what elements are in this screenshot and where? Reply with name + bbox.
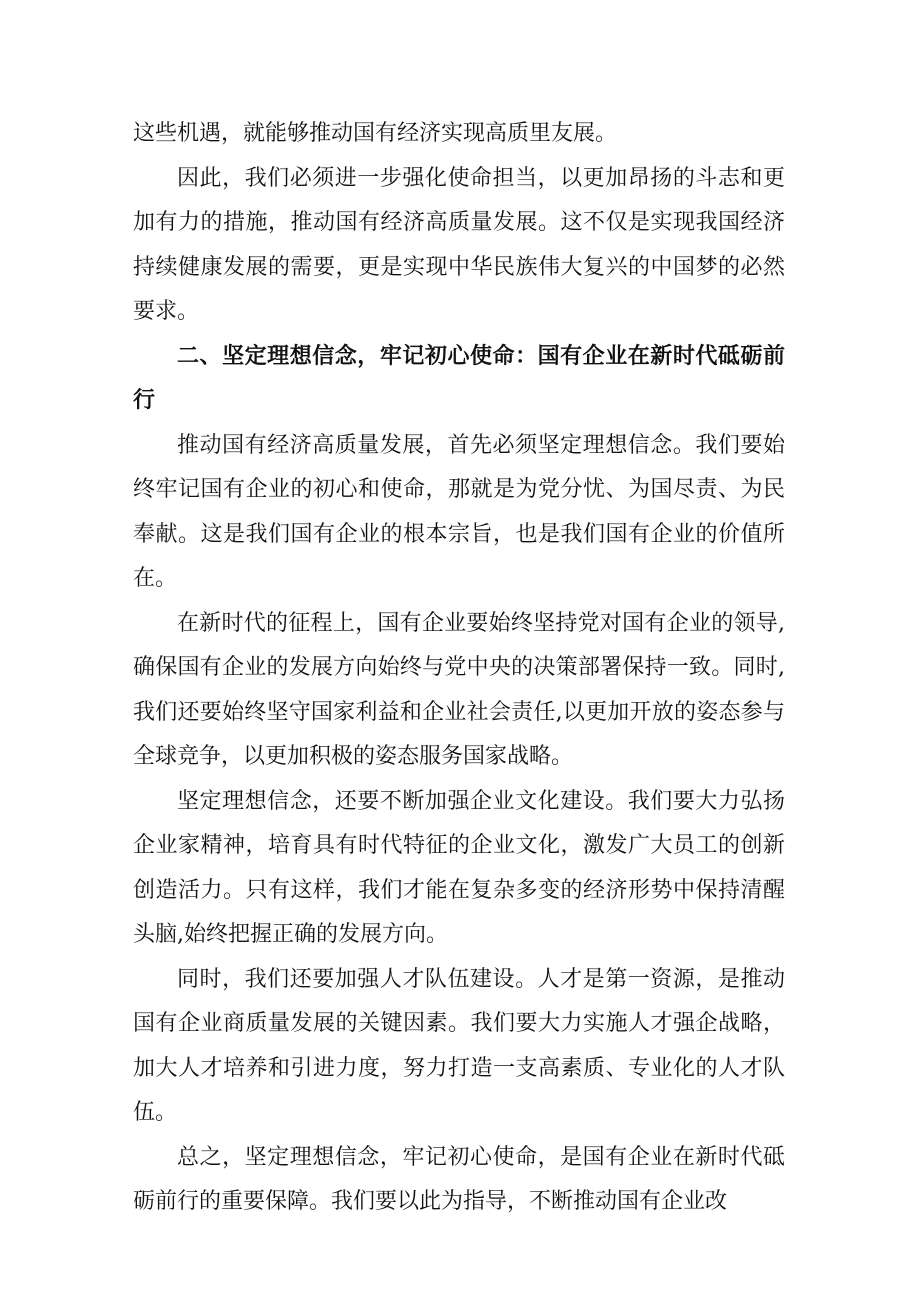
paragraph-corporate-culture: 坚定理想信念，还要不断加强企业文化建设。我们要大力弘扬企业家精神，培育具有时代特征的企业文化，激发广大员工的创新创造活力。只有这样，我们才能在复杂多变的经济形势中保持清醒头脑,始终把握正确的发展方向。 (133, 788, 785, 947)
section-heading: 二、坚定理想信念，牢记初心使命：国有企业在新时代砥砺前行 (133, 343, 785, 413)
paragraph-continuation: 这些机遇，就能够推动国有经济实现高质里友展。 (133, 121, 618, 146)
paragraph-party-leadership: 在新时代的征程上，国有企业要始终坚持党对国有企业的领导,确保国有企业的发展方向始终与党中央的决策部署保持一致。同时,我们还要始终坚守国家利益和企业社会责任,以更加开放的姿态参与全球竞争，以更加积极的姿态服务国家战略。 (133, 610, 785, 769)
paragraph-ideals: 推动国有经济高质量发展，首先必须坚定理想信念。我们要始终牢记国有企业的初心和使命，那就是为党分忧、为国尽责、为民奉献。这是我们国有企业的根本宗旨，也是我们国有企业的价值所在。 (133, 432, 785, 591)
paragraph-conclusion: 因此，我们必须进一步强化使命担当，以更加昂扬的斗志和更加有力的措施，推动国有经济高质量发展。这不仅是实现我国经济持续健康发展的需要，更是实现中华民族伟大复兴的中国梦的必然要求。 (133, 165, 785, 324)
paragraph-summary: 总之，坚定理想信念，牢记初心使命，是国有企业在新时代砥砺前行的重要保障。我们要以此为指导，不断推动国有企业改 (133, 1144, 785, 1214)
document-body (133, 112, 785, 1225)
paragraph-talent: 同时，我们还要加强人才队伍建设。人才是第一资源，是推动国有企业商质量发展的关键因素。我们要大力实施人才强企战略，加大人才培养和引进力度，努力打造一支高素质、专业化的人才队伍。 (133, 966, 785, 1125)
